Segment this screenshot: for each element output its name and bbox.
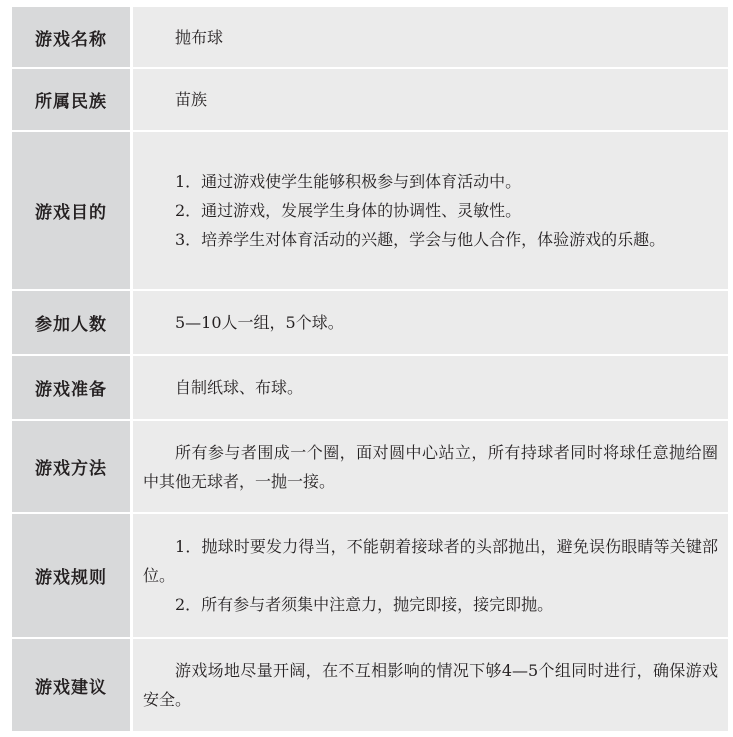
table-row-name bbox=[12, 7, 728, 69]
content-paragraph: 游戏场地尽量开阔，在不互相影响的情况下够4—5个组同时进行，确保游戏安全。 bbox=[143, 661, 718, 709]
row-content bbox=[133, 421, 728, 512]
row-content bbox=[133, 356, 728, 419]
content-paragraph: 3．培养学生对体育活动的兴趣，学会与他人合作，体验游戏的乐趣。 bbox=[175, 230, 666, 249]
content-paragraph: 所有参与者围成一个圈，面对圆中心站立，所有持球者同时将球任意抛给圈中其他无球者，一抛一接。 bbox=[143, 442, 718, 491]
row-content bbox=[133, 639, 728, 731]
content-paragraph: 抛布球 bbox=[175, 27, 224, 47]
row-content bbox=[133, 514, 728, 637]
row-content bbox=[133, 291, 728, 354]
table-row-purpose bbox=[12, 132, 728, 291]
content-paragraph: 5—10人一组，5个球。 bbox=[175, 313, 344, 332]
table-row-method bbox=[12, 421, 728, 514]
row-label: 游戏目的 bbox=[12, 132, 130, 289]
content-paragraph: 自制纸球、布球。 bbox=[175, 378, 304, 397]
row-label: 游戏建议 bbox=[12, 639, 130, 731]
row-label: 所属民族 bbox=[12, 69, 130, 130]
content-paragraph: 2．通过游戏，发展学生身体的协调性、灵敏性。 bbox=[175, 201, 522, 220]
row-label: 游戏准备 bbox=[12, 356, 130, 419]
content-paragraph: 2．所有参与者须集中注意力，抛完即接，接完即抛。 bbox=[175, 595, 554, 614]
table-row-participants bbox=[12, 291, 728, 356]
row-content bbox=[133, 132, 728, 289]
row-label: 游戏规则 bbox=[12, 514, 130, 637]
row-label: 游戏方法 bbox=[12, 421, 130, 512]
table-row-rules bbox=[12, 514, 728, 639]
row-label: 游戏名称 bbox=[12, 7, 130, 67]
row-content bbox=[133, 7, 728, 67]
row-label: 参加人数 bbox=[12, 291, 130, 354]
table-row-ethnicity bbox=[12, 69, 728, 132]
content-paragraph: 1．通过游戏使学生能够积极参与到体育活动中。 bbox=[175, 172, 522, 191]
game-info-table bbox=[12, 7, 728, 733]
content-paragraph: 1．抛球时要发力得当，不能朝着接球者的头部抛出，避免误伤眼睛等关键部位。 bbox=[143, 537, 718, 585]
content-paragraph: 苗族 bbox=[175, 90, 208, 109]
row-content bbox=[133, 69, 728, 130]
table-row-preparation bbox=[12, 356, 728, 421]
table-row-suggestion bbox=[12, 639, 728, 733]
